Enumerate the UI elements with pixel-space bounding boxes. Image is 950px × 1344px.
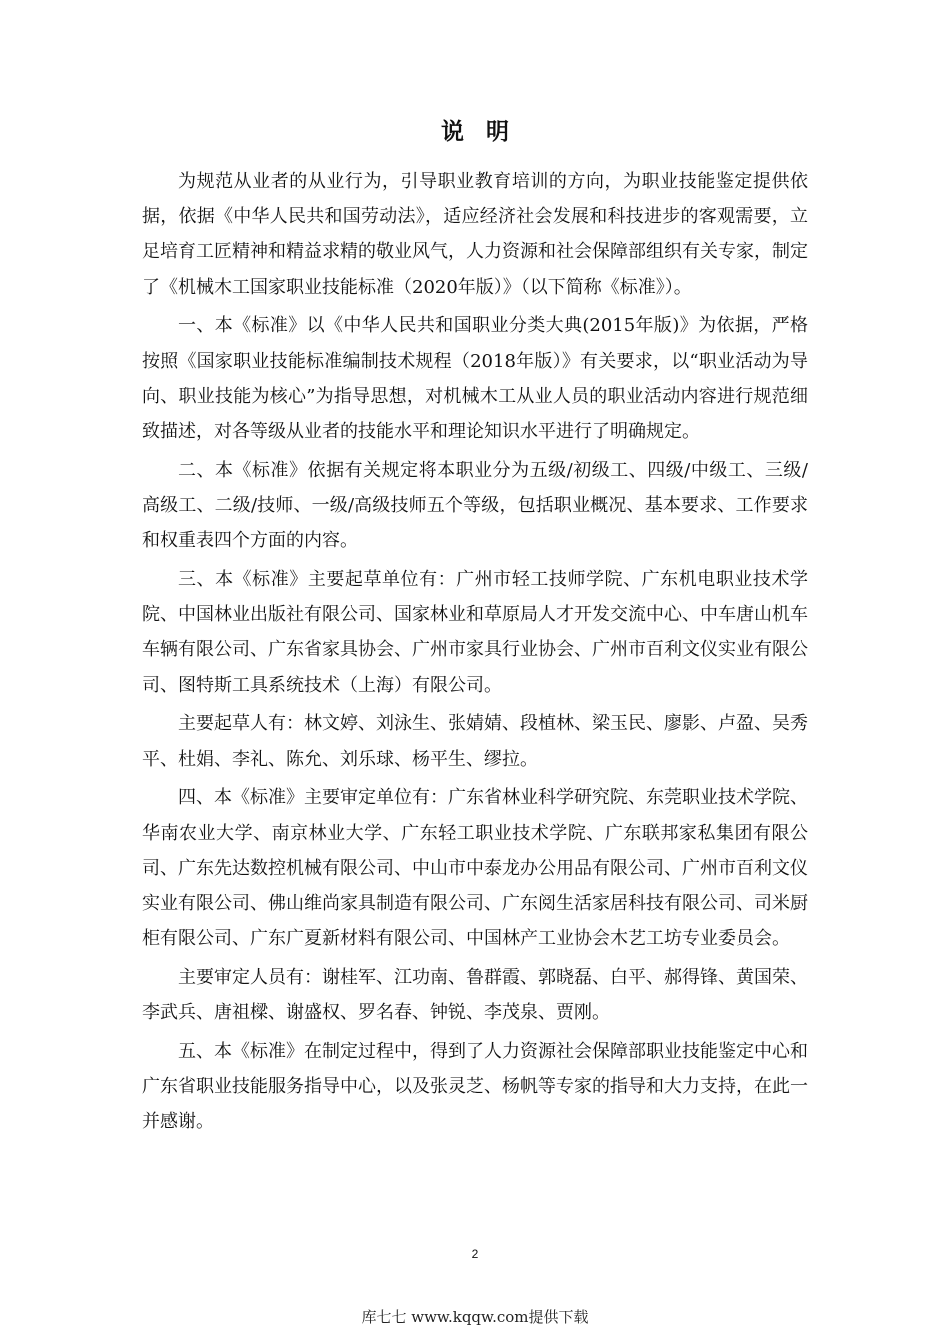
download-footer: 库七七 www.kqqw.com提供下载 <box>361 1308 589 1326</box>
paragraph-drafting-units: 三、本《标准》主要起草单位有：广州市轻工技师学院、广东机电职业技术学院、中国林业出版社有限公司、国家林业和草原局人才开发交流中心、中车唐山机车车辆有限公司、广东省家具协会、广州市家具行业协会、广州市百利文仪实业有限公司、图特斯工具系统技术（上海）有限公司。 <box>142 569 808 696</box>
body-text <box>142 164 808 1143</box>
paragraph-drafters: 主要起草人有：林文婷、刘泳生、张婧婧、段植林、梁玉民、廖影、卢盈、吴秀平、杜娟、李礼、陈允、刘乐球、杨平生、缪拉。 <box>142 713 808 770</box>
paragraph-reviewers: 主要审定人员有：谢桂军、江功南、鲁群霞、郭晓磊、白平、郝得锋、黄国荣、李武兵、唐祖樑、谢盛权、罗名春、钟锐、李茂泉、贾刚。 <box>142 967 808 1024</box>
paragraph-acknowledgement: 五、本《标准》在制定过程中，得到了人力资源社会保障部职业技能鉴定中心和广东省职业技能服务指导中心，以及张灵芝、杨帆等专家的指导和大力支持，在此一并感谢。 <box>142 1041 808 1133</box>
paragraph-levels: 二、本《标准》依据有关规定将本职业分为五级/初级工、四级/中级工、三级/高级工、二级/技师、一级/高级技师五个等级，包括职业概况、基本要求、工作要求和权重表四个方面的内容。 <box>142 459 808 552</box>
paragraph-review-units: 四、本《标准》主要审定单位有：广东省林业科学研究院、东莞职业技术学院、华南农业大学、南京林业大学、广东轻工职业技术学院、广东联邦家私集团有限公司、广东先达数控机械有限公司、中山市中泰龙办公用品有限公司、广州市百利文仪实业有限公司、佛山维尚家具制造有限公司、广东阅生活家居科技有限公司、司米厨柜有限公司、广东广夏新材料有限公司、中国林产工业协会木艺工坊专业委员会。 <box>142 787 808 950</box>
page-title: 说明 <box>441 119 531 145</box>
intro-paragraph: 为规范从业者的从业行为，引导职业教育培训的方向，为职业技能鉴定提供依据，依据《中华人民共和国劳动法》，适应经济社会发展和科技进步的客观需要，立足培育工匠精神和精益求精的敬业风气，人力资源和社会保障部组织有关专家，制定了《机械木工国家职业技能标准（2020年版）》（以下简称《标准》）。 <box>142 171 808 298</box>
page-number: 2 <box>471 1247 479 1261</box>
paragraph-basis: 一、本《标准》以《中华人民共和国职业分类大典(2015年版)》为依据，严格按照《国家职业技能标准编制技术规程（2018年版）》有关要求，以“职业活动为导向、职业技能为核心”为指导思想，对机械木工从业人员的职业活动内容进行规范细致描述，对各等级从业者的技能水平和理论知识水平进行了明确规定。 <box>142 315 808 443</box>
